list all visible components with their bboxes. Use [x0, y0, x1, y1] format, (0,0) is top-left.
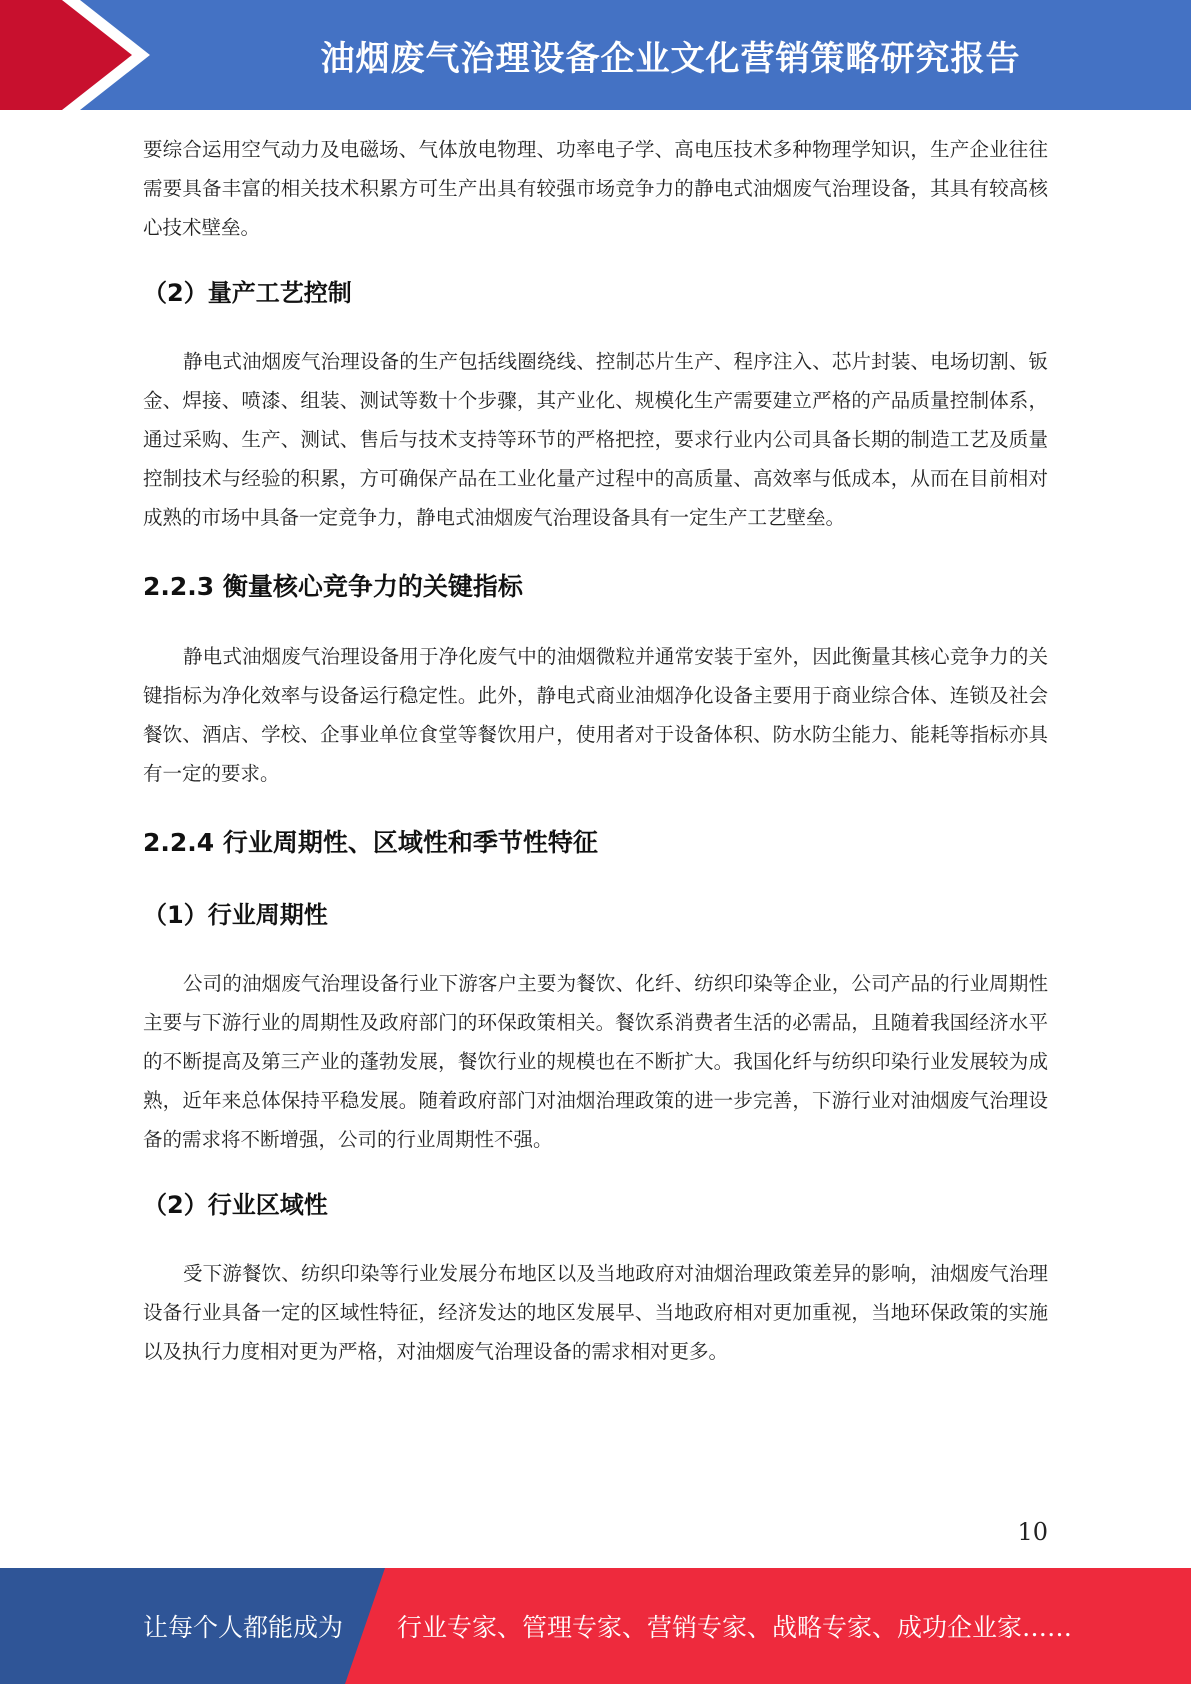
page-number: 10	[1017, 1518, 1048, 1546]
paragraph-cyclical: 公司的油烟废气治理设备行业下游客户主要为餐饮、化纤、纺织印染等企业，公司产品的行业周期性主要与下游行业的周期性及政府部门的环保政策相关。餐饮系消费者生活的必需品，且随着我国经济水平的不断提高及第三产业的蓬勃发展，餐饮行业的规模也在不断扩大。我国化纤与纺织印染行业发展较为成熟，近年来总体保持平稳发展。随着政府部门对油烟治理政策的进一步完善，下游行业对油烟废气治理设备的需求将不断增强，公司的行业周期性不强。	[143, 972, 1048, 1151]
paragraph-section-2-2-3: 静电式油烟废气治理设备用于净化废气中的油烟微粒并通常安装于室外，因此衡量其核心竞争力的关键指标为净化效率与设备运行稳定性。此外，静电式商业油烟净化设备主要用于商业综合体、连锁及社会餐饮、酒店、学校、企事业单位食堂等餐饮用户，使用者对于设备体积、防水防尘能力、能耗等指标亦具有一定的要求。	[143, 645, 1048, 785]
heading-section-2-2-3: 2.2.3 衡量核心竞争力的关键指标	[143, 572, 523, 601]
heading-cyclical: （1）行业周期性	[143, 901, 328, 929]
footer-slogan-right: 行业专家、管理专家、营销专家、战略专家、成功企业家……	[397, 1613, 1073, 1642]
document-body	[143, 130, 1048, 1371]
report-title: 油烟废气治理设备企业文化营销策略研究报告	[320, 38, 1021, 79]
heading-section-2-2-4: 2.2.4 行业周期性、区域性和季节性特征	[143, 828, 598, 857]
footer-slogan-left: 让每个人都能成为	[143, 1613, 344, 1642]
heading-regional: （2）行业区域性	[143, 1191, 328, 1219]
paragraph-mass-production: 静电式油烟废气治理设备的生产包括线圈绕线、控制芯片生产、程序注入、芯片封装、电场切割、钣金、焊接、喷漆、组装、测试等数十个步骤，其产业化、规模化生产需要建立严格的产品质量控制体系，通过采购、生产、测试、售后与技术支持等环节的严格把控，要求行业内公司具备长期的制造工艺及质量控制技术与经验的积累，方可确保产品在工业化量产过程中的高质量、高效率与低成本，从而在目前相对成熟的市场中具备一定竞争力，静电式油烟废气治理设备具有一定生产工艺壁垒。	[143, 350, 1048, 529]
page-header	[0, 0, 1191, 110]
paragraph-intro: 要综合运用空气动力及电磁场、气体放电物理、功率电子学、高电压技术多种物理学知识，生产企业往往需要具备丰富的相关技术积累方可生产出具有较强市场竞争力的静电式油烟废气治理设备，其具有较高核心技术壁垒。	[143, 138, 1048, 239]
heading-mass-production: （2）量产工艺控制	[143, 279, 352, 307]
page-footer	[0, 1568, 1191, 1684]
paragraph-regional: 受下游餐饮、纺织印染等行业发展分布地区以及当地政府对油烟治理政策差异的影响，油烟废气治理设备行业具备一定的区域性特征，经济发达的地区发展早、当地政府相对更加重视，当地环保政策的实施以及执行力度相对更为严格，对油烟废气治理设备的需求相对更多。	[143, 1262, 1048, 1363]
